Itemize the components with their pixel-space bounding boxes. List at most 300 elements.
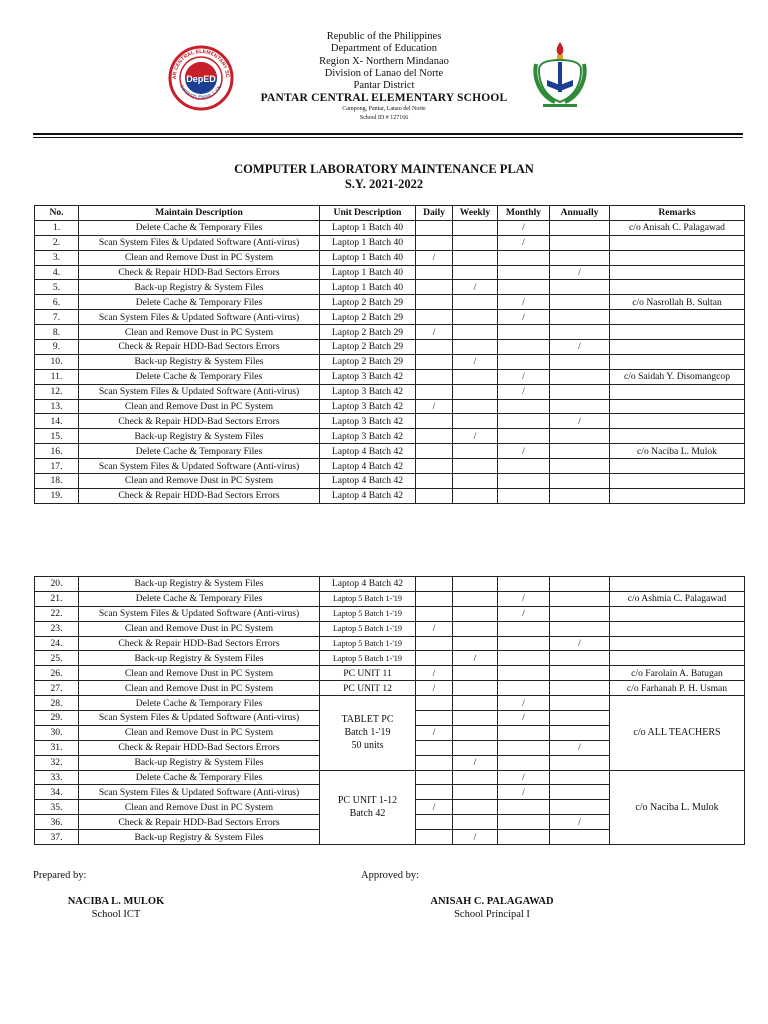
table-row	[35, 280, 745, 295]
table-row	[35, 369, 745, 384]
weekly-check: /	[453, 830, 498, 845]
weekly-check: /	[453, 280, 498, 295]
weekly-check: /	[453, 429, 498, 444]
weekly-check	[453, 369, 498, 384]
maintenance-table-1	[34, 205, 745, 504]
weekly-check	[453, 636, 498, 651]
remarks	[610, 340, 745, 355]
row-number: 34.	[35, 785, 79, 800]
annually-check: /	[550, 636, 610, 651]
monthly-check	[498, 429, 550, 444]
task-description: Clean and Remove Dust in PC System	[79, 666, 320, 681]
row-number: 2.	[35, 235, 79, 250]
weekly-check	[453, 235, 498, 250]
weekly-check	[453, 310, 498, 325]
unit-description: Laptop 4 Batch 42	[320, 444, 416, 459]
annually-check	[550, 696, 610, 711]
task-description: Check & Repair HDD-Bad Sectors Errors	[79, 740, 320, 755]
task-description: Back-up Registry & System Files	[79, 830, 320, 845]
unit-description: Laptop 5 Batch 1-'19	[320, 591, 416, 606]
unit-description: Laptop 1 Batch 40	[320, 220, 416, 235]
task-description: Scan System Files & Updated Software (Anti-virus)	[79, 785, 320, 800]
unit-description: Laptop 3 Batch 42	[320, 384, 416, 399]
table-row	[35, 651, 745, 666]
task-description: Delete Cache & Temporary Files	[79, 696, 320, 711]
task-description: Clean and Remove Dust in PC System	[79, 325, 320, 340]
unit-description: Laptop 1 Batch 40	[320, 235, 416, 250]
daily-check	[416, 220, 453, 235]
monthly-check	[498, 250, 550, 265]
svg-text:Campong, Pantar, L.d.N.: Campong, Pantar, L.d.N.	[179, 83, 223, 100]
monthly-check: /	[498, 220, 550, 235]
daily-check	[416, 740, 453, 755]
remarks	[610, 354, 745, 369]
table-header-row	[35, 206, 745, 221]
annually-check	[550, 399, 610, 414]
row-number: 20.	[35, 577, 79, 592]
task-description: Check & Repair HDD-Bad Sectors Errors	[79, 414, 320, 429]
document-title	[0, 162, 768, 192]
daily-check	[416, 488, 453, 503]
unit-description-line: Batch 1-'19	[344, 727, 391, 739]
letterhead-line: Republic of the Philippines	[326, 31, 442, 42]
monthly-check	[498, 325, 550, 340]
unit-description-line: 50 units	[351, 740, 384, 752]
table-row	[35, 250, 745, 265]
monthly-check	[498, 666, 550, 681]
unit-description: PC UNIT 12	[320, 681, 416, 696]
row-number: 29.	[35, 711, 79, 726]
task-description: Scan System Files & Updated Software (Anti-virus)	[79, 384, 320, 399]
row-number: 26.	[35, 666, 79, 681]
remarks: c/o Anisah C. Palagawad	[610, 220, 745, 235]
row-number: 28.	[35, 696, 79, 711]
task-description: Clean and Remove Dust in PC System	[79, 399, 320, 414]
monthly-check	[498, 830, 550, 845]
weekly-check	[453, 591, 498, 606]
monthly-check	[498, 740, 550, 755]
weekly-check	[453, 220, 498, 235]
table-row	[35, 444, 745, 459]
row-number: 18.	[35, 474, 79, 489]
table-row	[35, 220, 745, 235]
annually-check	[550, 621, 610, 636]
remarks: c/o Naciba L. Mulok	[610, 444, 745, 459]
unit-description: Laptop 3 Batch 42	[320, 369, 416, 384]
row-number: 30.	[35, 725, 79, 740]
letterhead-line: Pantar District	[353, 80, 415, 92]
unit-description: Laptop 4 Batch 42	[320, 474, 416, 489]
table-row	[35, 354, 745, 369]
monthly-check	[498, 815, 550, 830]
daily-check: /	[416, 725, 453, 740]
daily-check	[416, 310, 453, 325]
annually-check	[550, 235, 610, 250]
weekly-check	[453, 577, 498, 592]
task-description: Clean and Remove Dust in PC System	[79, 681, 320, 696]
daily-check: /	[416, 325, 453, 340]
task-description: Clean and Remove Dust in PC System	[79, 474, 320, 489]
preparer-name: NACIBA L. MULOK	[67, 896, 165, 907]
unit-description	[320, 770, 416, 844]
task-description: Delete Cache & Temporary Files	[79, 369, 320, 384]
annually-check	[550, 711, 610, 726]
annually-check: /	[550, 815, 610, 830]
daily-check	[416, 369, 453, 384]
task-description: Back-up Registry & System Files	[79, 577, 320, 592]
weekly-check	[453, 250, 498, 265]
row-number: 12.	[35, 384, 79, 399]
daily-check	[416, 711, 453, 726]
unit-description	[320, 696, 416, 770]
remarks	[610, 621, 745, 636]
weekly-check	[453, 295, 498, 310]
task-description: Back-up Registry & System Files	[79, 755, 320, 770]
table-row	[35, 414, 745, 429]
unit-description: Laptop 3 Batch 42	[320, 429, 416, 444]
weekly-check	[453, 384, 498, 399]
unit-description: Laptop 4 Batch 42	[320, 459, 416, 474]
preparer-signature-block	[33, 895, 199, 921]
row-number: 14.	[35, 414, 79, 429]
weekly-check	[453, 681, 498, 696]
monthly-check	[498, 681, 550, 696]
monthly-check	[498, 800, 550, 815]
remarks	[610, 651, 745, 666]
row-number: 15.	[35, 429, 79, 444]
task-description: Check & Repair HDD-Bad Sectors Errors	[79, 815, 320, 830]
weekly-check	[453, 414, 498, 429]
monthly-check: /	[498, 591, 550, 606]
table-row	[35, 606, 745, 621]
letterhead-line: Division of Lanao del Norte	[324, 67, 444, 79]
task-description: Clean and Remove Dust in PC System	[79, 250, 320, 265]
unit-description: Laptop 5 Batch 1-'19	[320, 606, 416, 621]
table-row	[35, 459, 745, 474]
unit-description-line: Batch 42	[349, 808, 386, 820]
unit-description: Laptop 2 Batch 29	[320, 354, 416, 369]
annually-check: /	[550, 340, 610, 355]
task-description: Back-up Registry & System Files	[79, 429, 320, 444]
daily-check	[416, 755, 453, 770]
annually-check	[550, 666, 610, 681]
remarks	[610, 459, 745, 474]
school-address: Campong, Pantar, Lanao del Norte	[342, 105, 426, 112]
row-number: 9.	[35, 340, 79, 355]
monthly-check	[498, 621, 550, 636]
daily-check	[416, 636, 453, 651]
annually-check	[550, 800, 610, 815]
unit-description: Laptop 5 Batch 1-'19	[320, 651, 416, 666]
monthly-check	[498, 354, 550, 369]
remarks: c/o ALL TEACHERS	[610, 696, 745, 770]
weekly-check	[453, 725, 498, 740]
approver-name: ANISAH C. PALAGAWAD	[430, 896, 554, 907]
row-number: 37.	[35, 830, 79, 845]
annually-check	[550, 785, 610, 800]
monthly-check: /	[498, 711, 550, 726]
task-description: Back-up Registry & System Files	[79, 354, 320, 369]
daily-check	[416, 606, 453, 621]
weekly-check	[453, 325, 498, 340]
weekly-check	[453, 340, 498, 355]
row-number: 25.	[35, 651, 79, 666]
weekly-check	[453, 606, 498, 621]
remarks	[610, 414, 745, 429]
daily-check	[416, 295, 453, 310]
remarks	[610, 265, 745, 280]
col-header: Daily	[416, 206, 453, 221]
table-row	[35, 636, 745, 651]
daily-check	[416, 429, 453, 444]
monthly-check	[498, 488, 550, 503]
monthly-check	[498, 577, 550, 592]
maintenance-table-2	[34, 576, 745, 845]
daily-check	[416, 577, 453, 592]
daily-check	[416, 444, 453, 459]
monthly-check	[498, 459, 550, 474]
monthly-check: /	[498, 444, 550, 459]
task-description: Scan System Files & Updated Software (Anti-virus)	[79, 235, 320, 250]
daily-check	[416, 235, 453, 250]
letterhead-line: Region X- Northern Mindanao	[319, 55, 449, 67]
remarks: c/o Saidah Y. Disomangcop	[610, 369, 745, 384]
remarks	[610, 636, 745, 651]
table-row	[35, 340, 745, 355]
monthly-check	[498, 399, 550, 414]
annually-check	[550, 384, 610, 399]
row-number: 36.	[35, 815, 79, 830]
monthly-check: /	[498, 235, 550, 250]
table-row	[35, 295, 745, 310]
letterhead	[0, 31, 768, 123]
remarks	[610, 250, 745, 265]
task-description: Scan System Files & Updated Software (Anti-virus)	[79, 711, 320, 726]
row-number: 8.	[35, 325, 79, 340]
remarks: c/o Farolain A. Batugan	[610, 666, 745, 681]
monthly-check	[498, 414, 550, 429]
task-description: Clean and Remove Dust in PC System	[79, 800, 320, 815]
table-row	[35, 488, 745, 503]
daily-check: /	[416, 666, 453, 681]
unit-description: Laptop 4 Batch 42	[320, 488, 416, 503]
weekly-check	[453, 800, 498, 815]
remarks: c/o Naciba L. Mulok	[610, 770, 745, 844]
table-row	[35, 399, 745, 414]
table-row	[35, 696, 745, 711]
monthly-check	[498, 265, 550, 280]
daily-check	[416, 591, 453, 606]
weekly-check	[453, 488, 498, 503]
unit-description: Laptop 2 Batch 29	[320, 310, 416, 325]
monthly-check: /	[498, 606, 550, 621]
table-row	[35, 325, 745, 340]
daily-check	[416, 459, 453, 474]
monthly-check	[498, 725, 550, 740]
task-description: Check & Repair HDD-Bad Sectors Errors	[79, 488, 320, 503]
table-row	[35, 666, 745, 681]
annually-check	[550, 725, 610, 740]
unit-description: Laptop 2 Batch 29	[320, 295, 416, 310]
row-number: 1.	[35, 220, 79, 235]
annually-check	[550, 444, 610, 459]
task-description: Check & Repair HDD-Bad Sectors Errors	[79, 636, 320, 651]
weekly-check	[453, 265, 498, 280]
table-row	[35, 474, 745, 489]
task-description: Back-up Registry & System Files	[79, 280, 320, 295]
table-row	[35, 770, 745, 785]
annually-check: /	[550, 265, 610, 280]
unit-description: Laptop 1 Batch 40	[320, 250, 416, 265]
weekly-check: /	[453, 354, 498, 369]
annually-check	[550, 591, 610, 606]
monthly-check: /	[498, 310, 550, 325]
weekly-check	[453, 815, 498, 830]
remarks	[610, 429, 745, 444]
task-description: Clean and Remove Dust in PC System	[79, 621, 320, 636]
row-number: 22.	[35, 606, 79, 621]
school-id: School ID # 127166	[359, 114, 409, 121]
monthly-check: /	[498, 770, 550, 785]
weekly-check: /	[453, 755, 498, 770]
weekly-check	[453, 770, 498, 785]
task-description: Delete Cache & Temporary Files	[79, 770, 320, 785]
daily-check: /	[416, 250, 453, 265]
annually-check	[550, 651, 610, 666]
annually-check	[550, 295, 610, 310]
weekly-check	[453, 785, 498, 800]
remarks: c/o Nasrollah B. Sultan	[610, 295, 745, 310]
task-description: Scan System Files & Updated Software (Anti-virus)	[79, 310, 320, 325]
prepared-by-label: Prepared by:	[33, 870, 87, 881]
daily-check	[416, 651, 453, 666]
unit-description: Laptop 5 Batch 1-'19	[320, 621, 416, 636]
daily-check: /	[416, 399, 453, 414]
col-header: Unit Description	[320, 206, 416, 221]
table-row	[35, 681, 745, 696]
remarks: c/o Farhanah P. H. Usman	[610, 681, 745, 696]
table-row	[35, 577, 745, 592]
table-row	[35, 591, 745, 606]
row-number: 7.	[35, 310, 79, 325]
daily-check	[416, 815, 453, 830]
annually-check	[550, 474, 610, 489]
header-divider	[33, 133, 743, 135]
annually-check	[550, 577, 610, 592]
annually-check	[550, 830, 610, 845]
remarks	[610, 310, 745, 325]
daily-check	[416, 280, 453, 295]
daily-check	[416, 770, 453, 785]
unit-description: Laptop 1 Batch 40	[320, 280, 416, 295]
weekly-check	[453, 696, 498, 711]
remarks	[610, 235, 745, 250]
row-number: 16.	[35, 444, 79, 459]
remarks	[610, 280, 745, 295]
table-row	[35, 310, 745, 325]
svg-text:PANTAR CENTRAL ELEMENTARY SCHO: AR CENTRAL ELEMENTARY SC	[171, 48, 231, 80]
annually-check	[550, 220, 610, 235]
remarks	[610, 384, 745, 399]
row-number: 10.	[35, 354, 79, 369]
weekly-check	[453, 666, 498, 681]
unit-description: PC UNIT 11	[320, 666, 416, 681]
unit-description: Laptop 1 Batch 40	[320, 265, 416, 280]
daily-check	[416, 830, 453, 845]
row-number: 32.	[35, 755, 79, 770]
row-number: 5.	[35, 280, 79, 295]
weekly-check: /	[453, 651, 498, 666]
approver-title: School Principal I	[454, 909, 530, 920]
task-description: Delete Cache & Temporary Files	[79, 591, 320, 606]
task-description: Check & Repair HDD-Bad Sectors Errors	[79, 340, 320, 355]
col-header: Remarks	[610, 206, 745, 221]
monthly-check: /	[498, 295, 550, 310]
row-number: 4.	[35, 265, 79, 280]
row-number: 27.	[35, 681, 79, 696]
col-header: Maintain Description	[79, 206, 320, 221]
table-row	[35, 429, 745, 444]
remarks	[610, 325, 745, 340]
monthly-check	[498, 651, 550, 666]
weekly-check	[453, 459, 498, 474]
task-description: Delete Cache & Temporary Files	[79, 220, 320, 235]
col-header: Annually	[550, 206, 610, 221]
annually-check	[550, 770, 610, 785]
remarks	[610, 577, 745, 592]
monthly-check	[498, 636, 550, 651]
title-line: COMPUTER LABORATORY MAINTENANCE PLAN	[234, 162, 534, 176]
daily-check: /	[416, 800, 453, 815]
weekly-check	[453, 711, 498, 726]
unit-description: Laptop 2 Batch 29	[320, 340, 416, 355]
task-description: Scan System Files & Updated Software (Anti-virus)	[79, 459, 320, 474]
task-description: Delete Cache & Temporary Files	[79, 295, 320, 310]
row-number: 6.	[35, 295, 79, 310]
monthly-check	[498, 340, 550, 355]
annually-check	[550, 488, 610, 503]
unit-description-line: PC UNIT 1-12	[337, 795, 398, 807]
weekly-check	[453, 444, 498, 459]
header-divider	[33, 137, 743, 138]
monthly-check: /	[498, 369, 550, 384]
daily-check	[416, 340, 453, 355]
unit-description-line: TABLET PC	[341, 714, 394, 726]
col-header: No.	[35, 206, 79, 221]
letterhead-line: Department of Education	[330, 43, 438, 55]
title-subtitle: S.Y. 2021-2022	[344, 177, 424, 191]
table-row	[35, 621, 745, 636]
annually-check: /	[550, 740, 610, 755]
task-description: Back-up Registry & System Files	[79, 651, 320, 666]
monthly-check: /	[498, 785, 550, 800]
row-number: 19.	[35, 488, 79, 503]
annually-check: /	[550, 414, 610, 429]
table-row	[35, 265, 745, 280]
table-row	[35, 384, 745, 399]
unit-description: Laptop 4 Batch 42	[320, 577, 416, 592]
remarks: c/o Ashmia C. Palagawad	[610, 591, 745, 606]
approver-signature-block	[407, 895, 577, 921]
annually-check	[550, 369, 610, 384]
annually-check	[550, 280, 610, 295]
task-description: Check & Repair HDD-Bad Sectors Errors	[79, 265, 320, 280]
row-number: 33.	[35, 770, 79, 785]
annually-check	[550, 354, 610, 369]
daily-check	[416, 696, 453, 711]
weekly-check	[453, 740, 498, 755]
preparer-title: School ICT	[91, 909, 141, 920]
